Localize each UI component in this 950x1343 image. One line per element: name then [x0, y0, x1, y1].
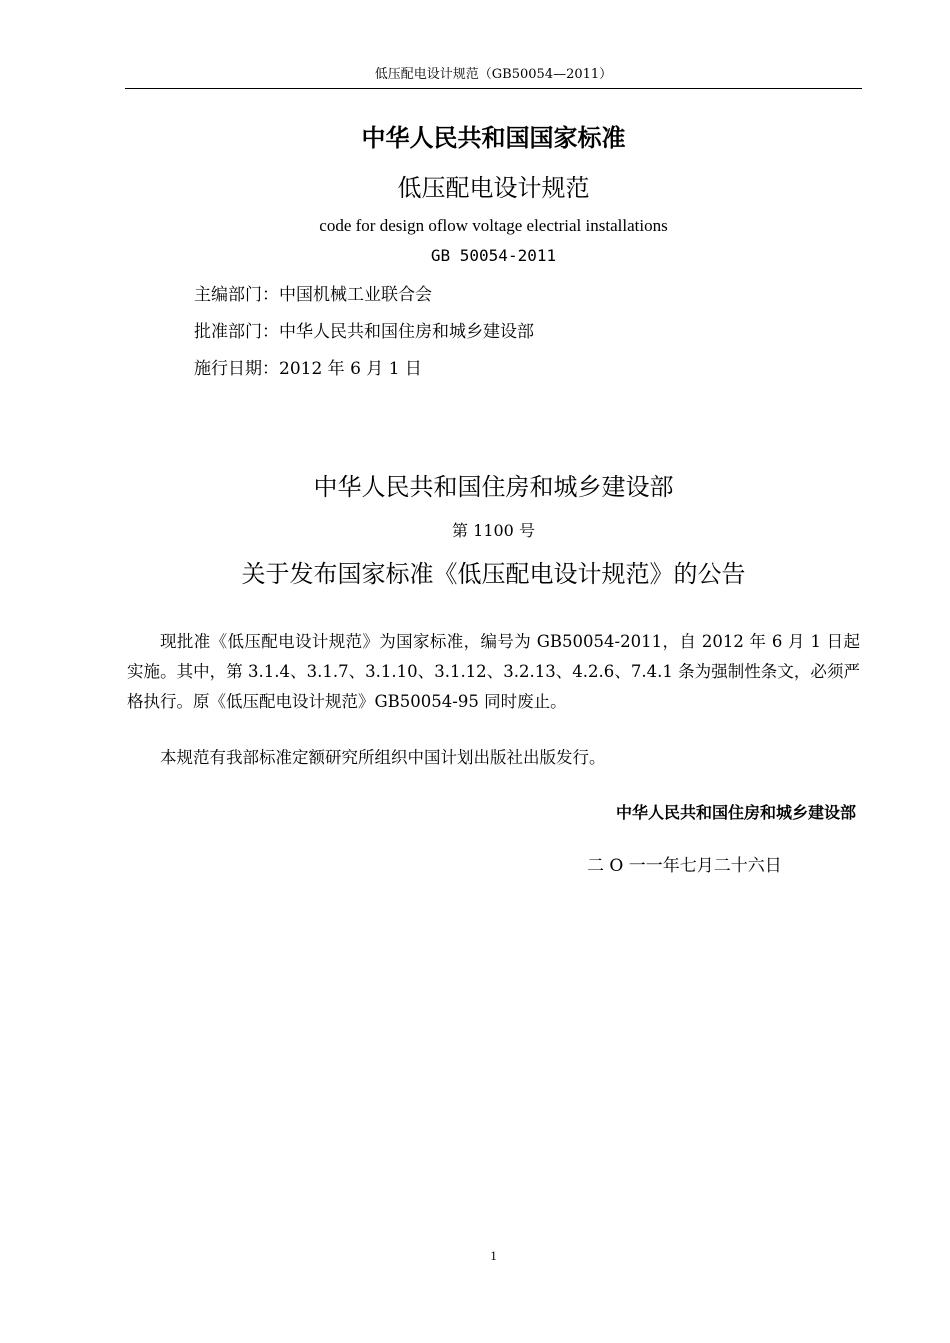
standard-type-heading: 中华人民共和国国家标准 [361, 124, 626, 152]
signature-organization: 中华人民共和国住房和城乡建设部 [615, 803, 856, 822]
page-number: 1 [490, 1248, 497, 1263]
announcement-title: 关于发布国家标准《低压配电设计规范》的公告 [241, 560, 746, 588]
standard-code: GB 50054-2011 [430, 246, 557, 265]
effective-date: 施行日期：2012 年 6 月 1 日 [194, 359, 422, 379]
announcement-number: 第 1100 号 [452, 521, 535, 540]
running-header: 低压配电设计规范（GB50054—2011） [374, 67, 613, 82]
document-title: 低压配电设计规范 [397, 174, 590, 202]
editor-department: 主编部门：中国机械工业联合会 [194, 285, 432, 305]
header-rule [125, 88, 862, 89]
english-title: code for design oflow voltage electrial installations [319, 216, 668, 235]
announcement-paragraph: 本规范有我部标准定额研究所组织中国计划出版社出版发行。 [160, 748, 606, 767]
ministry-heading: 中华人民共和国住房和城乡建设部 [313, 473, 674, 501]
announcement-paragraph: 现批准《低压配电设计规范》为国家标准，编号为 GB50054-2011，自 2012 年 6 月 1 日起实施。其中，第 3.1.4、3.1.7、3.1.10、3.1.12、3.2.13、4.2.6、7.4.1 条为强制性条文，必须严格执行。原《低压配电设计规范》GB50054-95 同时废止。 [127, 632, 860, 711]
signature-date: 二 O 一一年七月二十六日 [587, 856, 782, 876]
approval-department: 批准部门：中华人民共和国住房和城乡建设部 [194, 322, 534, 342]
